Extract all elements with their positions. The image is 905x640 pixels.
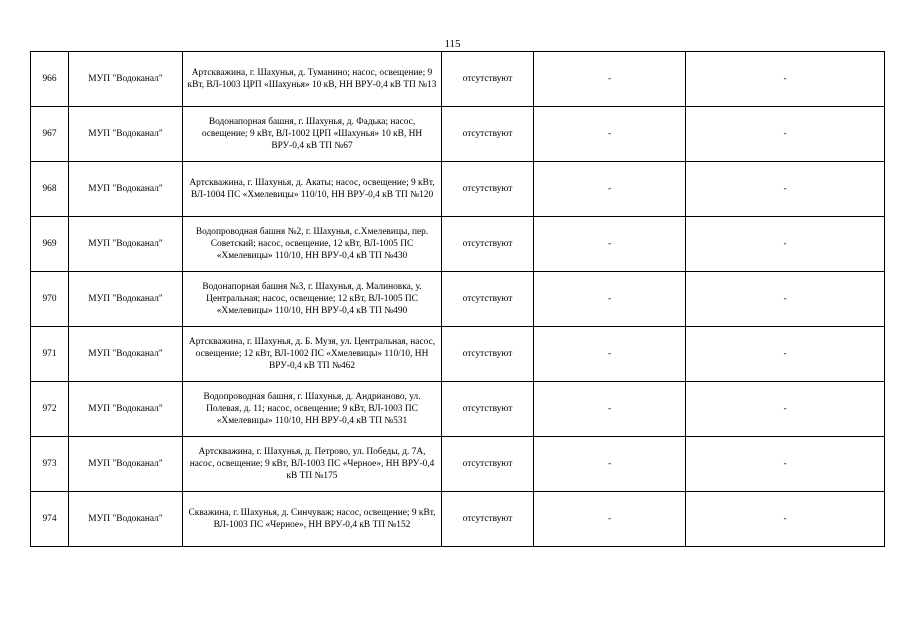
column-5-cell: - — [534, 382, 686, 437]
column-6-cell: - — [686, 217, 885, 272]
column-5-cell: - — [534, 52, 686, 107]
organization-cell: МУП "Водоканал" — [69, 437, 183, 492]
object-description-cell: Водонапорная башня №3, г. Шахунья, д. Малиновка, у. Центральная; насос, освещение; 12 кВт, ВЛ-1005 ПС «Хмелевицы» 110/10, НН ВРУ-0,4 кВ ТП №490 — [183, 272, 442, 327]
column-5-cell: - — [534, 162, 686, 217]
organization-cell: МУП "Водоканал" — [69, 382, 183, 437]
column-6-cell: - — [686, 382, 885, 437]
organization-cell: МУП "Водоканал" — [69, 52, 183, 107]
row-number-cell: 969 — [31, 217, 69, 272]
object-description-cell: Водопроводная башня №2, г. Шахунья, с.Хмелевицы, пер. Советский; насос, освещение, 12 кВт, ВЛ-1005 ПС «Хмелевицы» 110/10, НН ВРУ-0,4 кВ ТП №430 — [183, 217, 442, 272]
table-row — [31, 382, 885, 437]
status-cell: отсутствуют — [442, 492, 534, 547]
column-6-cell: - — [686, 437, 885, 492]
column-6-cell: - — [686, 327, 885, 382]
page-number: 115 — [444, 38, 461, 50]
status-cell: отсутствуют — [442, 382, 534, 437]
column-5-cell: - — [534, 327, 686, 382]
object-description-cell: Артскважина, г. Шахунья, д. Петрово, ул. Победы, д. 7А, насос, освещение; 9 кВт, ВЛ-1003 ПС «Черное», НН ВРУ-0,4 кВ ТП №175 — [183, 437, 442, 492]
column-6-cell: - — [686, 272, 885, 327]
row-number-cell: 971 — [31, 327, 69, 382]
table-row — [31, 327, 885, 382]
column-5-cell: - — [534, 107, 686, 162]
table-row — [31, 52, 885, 107]
row-number-cell: 973 — [31, 437, 69, 492]
organization-cell: МУП "Водоканал" — [69, 162, 183, 217]
table-row — [31, 492, 885, 547]
table-row — [31, 162, 885, 217]
status-cell: отсутствуют — [442, 437, 534, 492]
table-row — [31, 107, 885, 162]
status-cell: отсутствуют — [442, 327, 534, 382]
row-number-cell: 970 — [31, 272, 69, 327]
column-5-cell: - — [534, 272, 686, 327]
status-cell: отсутствуют — [442, 162, 534, 217]
data-table — [30, 51, 885, 547]
column-6-cell: - — [686, 52, 885, 107]
column-6-cell: - — [686, 107, 885, 162]
row-number-cell: 968 — [31, 162, 69, 217]
object-description-cell: Водонапорная башня, г. Шахунья, д. Фадька; насос, освещение; 9 кВт, ВЛ-1002 ЦРП «Шахунья» 10 кВ, НН ВРУ-0,4 кВ ТП №67 — [183, 107, 442, 162]
object-description-cell: Артскважина, г. Шахунья, д. Туманино; насос, освещение; 9 кВт, ВЛ-1003 ЦРП «Шахунья» 10 кВ, НН ВРУ-0,4 кВ ТП №13 — [183, 52, 442, 107]
status-cell: отсутствуют — [442, 52, 534, 107]
row-number-cell: 972 — [31, 382, 69, 437]
column-5-cell: - — [534, 437, 686, 492]
object-description-cell: Артскважина, г. Шахунья, д. Акаты; насос, освещение; 9 кВт, ВЛ-1004 ПС «Хмелевицы» 110/10, НН ВРУ-0,4 кВ ТП №120 — [183, 162, 442, 217]
status-cell: отсутствуют — [442, 217, 534, 272]
organization-cell: МУП "Водоканал" — [69, 107, 183, 162]
table-row — [31, 437, 885, 492]
row-number-cell: 974 — [31, 492, 69, 547]
column-5-cell: - — [534, 217, 686, 272]
row-number-cell: 967 — [31, 107, 69, 162]
status-cell: отсутствуют — [442, 107, 534, 162]
organization-cell: МУП "Водоканал" — [69, 492, 183, 547]
object-description-cell: Водопроводная башня, г. Шахунья, д. Андрианово, ул. Полевая, д. 11; насос, освещение; 9 кВт, ВЛ-1003 ПС «Хмелевицы» 110/10, НН ВРУ-0,4 кВ ТП №531 — [183, 382, 442, 437]
row-number-cell: 966 — [31, 52, 69, 107]
organization-cell: МУП "Водоканал" — [69, 217, 183, 272]
table-row — [31, 272, 885, 327]
column-6-cell: - — [686, 162, 885, 217]
object-description-cell: Артскважина, г. Шахунья, д. Б. Музя, ул. Центральная, насос, освещение; 12 кВт, ВЛ-1002 ПС «Хмелевицы» 110/10, НН ВРУ-0,4 кВ ТП №462 — [183, 327, 442, 382]
status-cell: отсутствуют — [442, 272, 534, 327]
object-description-cell: Скважина, г. Шахунья, д. Синчуваж; насос, освещение; 9 кВт, ВЛ-1003 ПС «Черное», НН ВРУ-0,4 кВ ТП №152 — [183, 492, 442, 547]
organization-cell: МУП "Водоканал" — [69, 327, 183, 382]
column-6-cell: - — [686, 492, 885, 547]
column-5-cell: - — [534, 492, 686, 547]
table-row — [31, 217, 885, 272]
organization-cell: МУП "Водоканал" — [69, 272, 183, 327]
